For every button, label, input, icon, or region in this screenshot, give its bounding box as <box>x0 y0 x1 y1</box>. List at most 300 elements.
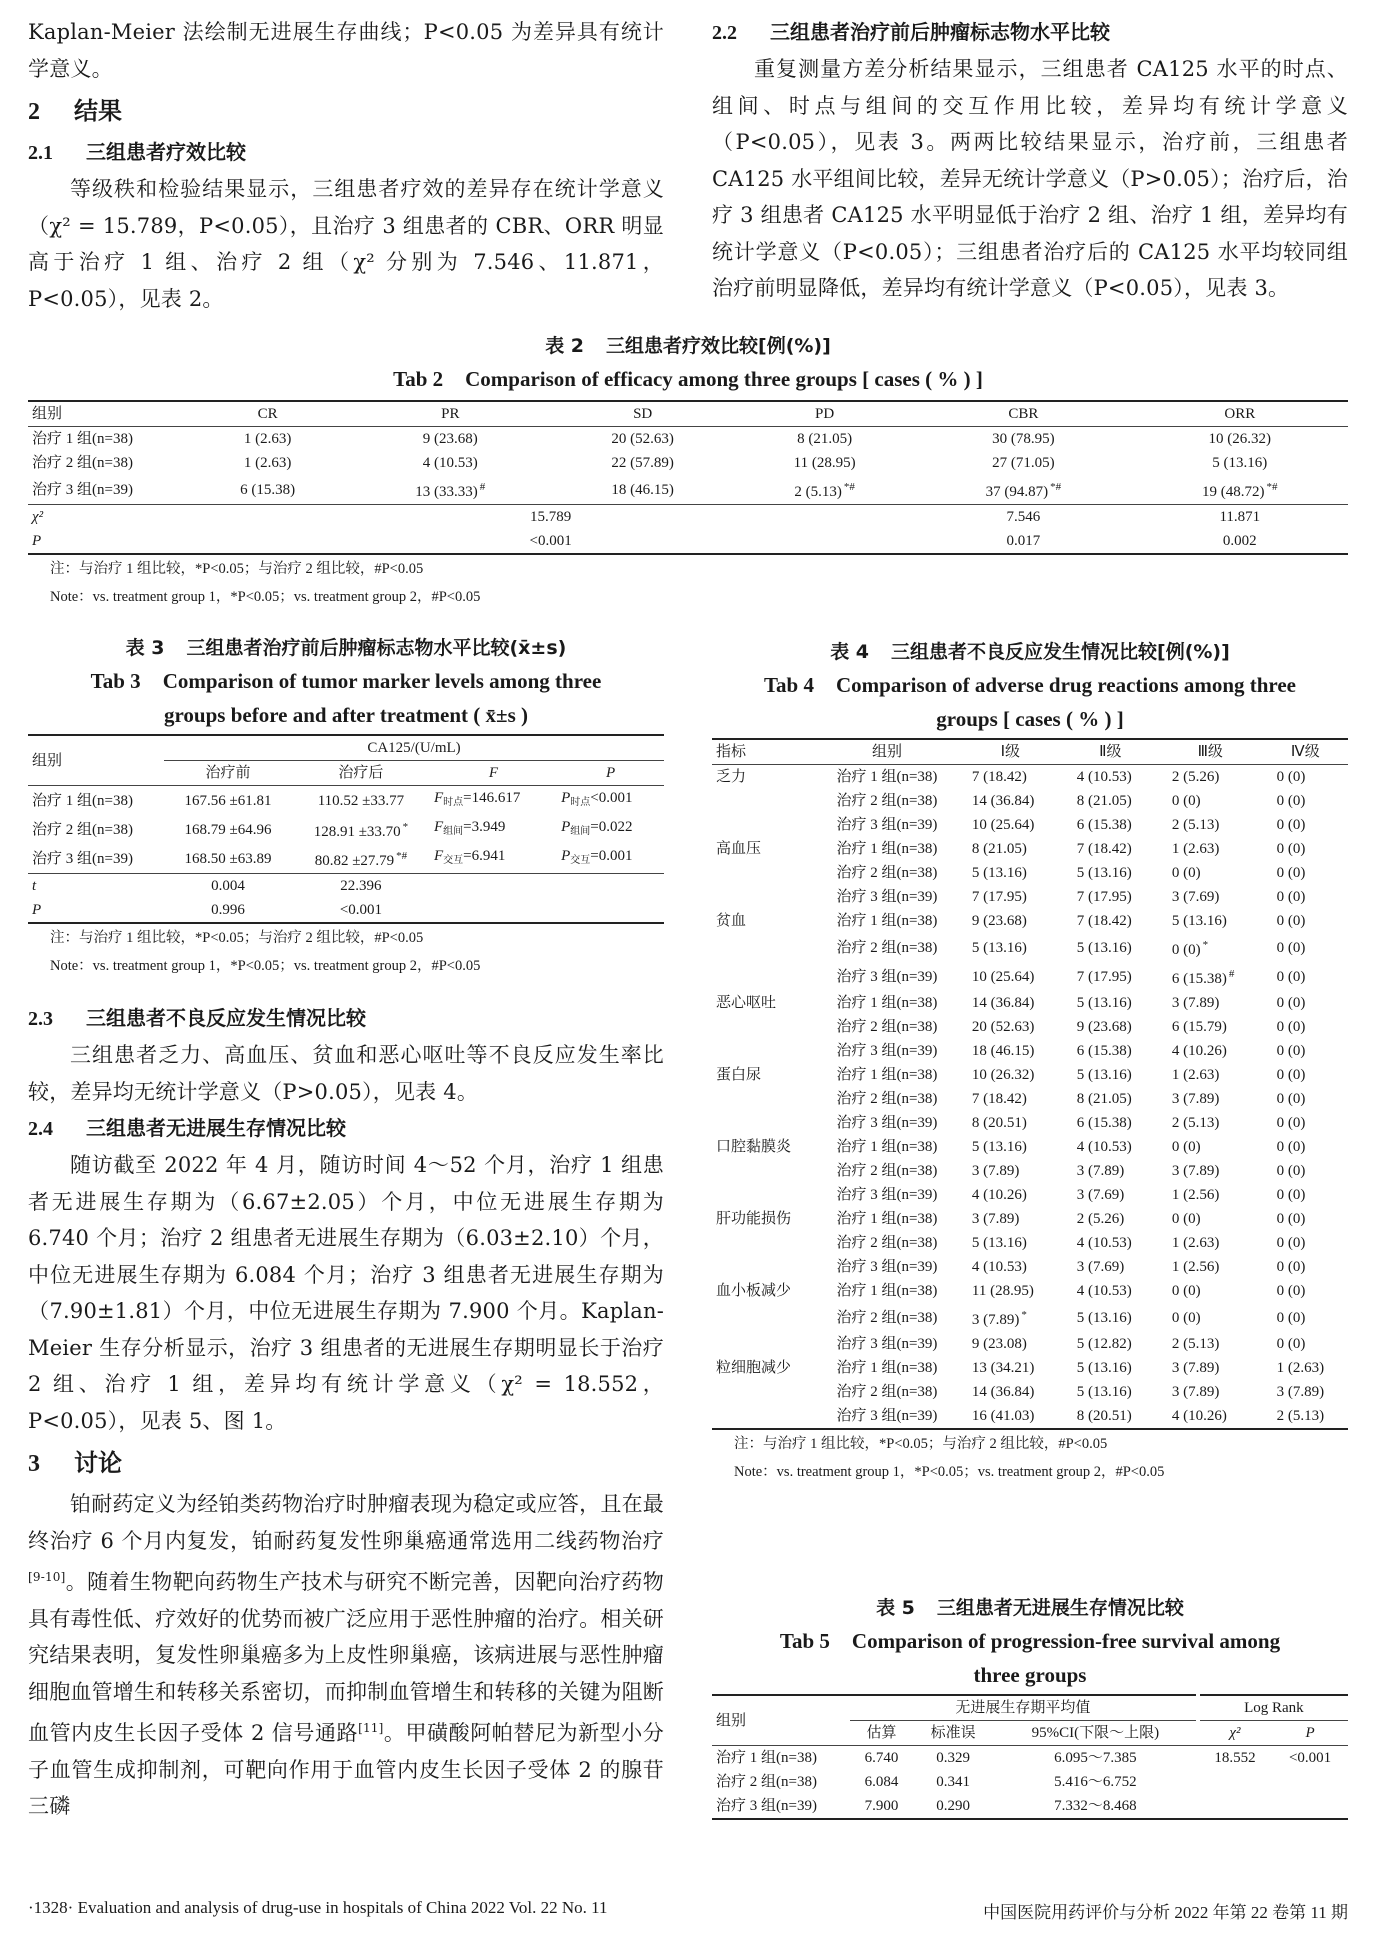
estimate-value: 6.740 <box>864 1750 899 1766</box>
stat-symbol: P <box>32 533 42 549</box>
cell-value: 3 (7.89) <box>1171 1384 1220 1400</box>
after-cell <box>292 844 430 874</box>
subsection-number: 2.3 <box>28 1008 53 1030</box>
cell-value: 0 (0) <box>1171 942 1201 958</box>
table-row <box>28 475 1348 505</box>
section-title: 讨论 <box>74 1449 122 1477</box>
table-cell <box>1132 427 1348 452</box>
stat-label <box>28 874 164 899</box>
citation-ref[interactable]: [9-10] <box>28 1570 66 1584</box>
table-cell <box>1158 789 1263 813</box>
cell-value: 0 (0) <box>1276 1091 1306 1107</box>
empty-cell <box>712 1087 816 1111</box>
cell-value: 1 (2.56) <box>1171 1187 1220 1203</box>
empty-cell <box>712 1015 816 1039</box>
col-header-chi <box>1198 1721 1272 1746</box>
table-cell <box>1263 962 1348 991</box>
cell-value: 0 (0) <box>1276 1259 1306 1275</box>
table-cell <box>958 1404 1063 1429</box>
indicator-label: 血小板减少 <box>716 1283 792 1299</box>
subsection-heading-2-4 <box>28 1110 664 1147</box>
estimate-value: 7.900 <box>850 1794 913 1819</box>
table-cell <box>1158 885 1263 909</box>
cell-value: 0 (0) <box>1276 1043 1306 1059</box>
indicator-label: 粒细胞减少 <box>716 1360 792 1376</box>
group-label: 治疗 3 组(n=39) <box>836 1259 938 1275</box>
col-header-group: 组别 <box>712 1695 850 1746</box>
table-cell <box>1263 933 1348 962</box>
cell-value: 4 (10.53) <box>1076 1139 1132 1155</box>
table-4-caption-en <box>712 668 1348 702</box>
col-header: Ⅳ级 <box>1263 739 1348 765</box>
p-value: =0.022 <box>590 819 633 835</box>
cell-value: 5 (13.16) <box>1076 1309 1132 1326</box>
table-cell <box>1263 1380 1348 1404</box>
table-cell <box>1158 1111 1263 1135</box>
table-row <box>712 885 1348 909</box>
p-subscript: 组间 <box>570 826 591 837</box>
cell-value: 1 (2.63) <box>1171 1235 1220 1251</box>
cell-value: 4 (10.26) <box>1171 1043 1227 1059</box>
table-row <box>712 1015 1348 1039</box>
group-label: 治疗 2 组(n=38) <box>836 939 938 956</box>
cell-value: 13 (33.33) <box>415 484 478 500</box>
cell-value: 0 (0) <box>1276 1115 1306 1131</box>
citation-ref[interactable]: [11] <box>358 1721 384 1735</box>
empty-cell <box>557 898 664 923</box>
table-4-caption-cn <box>712 636 1348 668</box>
cell-value: 10 (26.32) <box>1208 431 1272 447</box>
cell-value: 1 (2.56) <box>1171 1259 1220 1275</box>
cell-value: 14 (36.84) <box>971 793 1035 809</box>
table-cell <box>1063 813 1158 837</box>
table-cell <box>1063 962 1158 991</box>
col-header-p <box>557 761 664 786</box>
table-row <box>712 909 1348 933</box>
table-cell <box>1263 813 1348 837</box>
cell-value: 2 (5.13) <box>1171 1115 1220 1131</box>
significance-mark: # <box>479 481 486 493</box>
group-label: 治疗 3 组(n=39) <box>836 1115 938 1131</box>
table-cell <box>958 1231 1063 1255</box>
cell-value: 11 (28.95) <box>793 455 856 471</box>
f-symbol: F <box>433 819 444 835</box>
table-cell <box>958 1111 1063 1135</box>
table-cell <box>349 451 551 475</box>
cell-value: 10 (26.32) <box>971 1067 1035 1083</box>
cell-value: 6 (15.38) <box>1076 817 1132 833</box>
orr-stat: 11.871 <box>1132 505 1348 530</box>
cell-value: 0 (0) <box>1276 817 1306 833</box>
table-3-caption-en <box>28 664 664 698</box>
row-label: 治疗 3 组(n=39) <box>712 1794 850 1819</box>
table-cell <box>1158 933 1263 962</box>
table-row <box>28 786 664 816</box>
group-label: 治疗 2 组(n=38) <box>836 1384 938 1400</box>
cell-value: 0 (0) <box>1276 889 1306 905</box>
cell-value: 8 (21.05) <box>1076 1091 1132 1107</box>
cell-value: 5 (13.16) <box>971 939 1027 956</box>
stats-row <box>28 529 1348 554</box>
cell-value: 3 (7.69) <box>1076 1259 1125 1275</box>
table-cell <box>1063 789 1158 813</box>
section-number: 3 <box>28 1451 40 1477</box>
table-row <box>712 1356 1348 1380</box>
subsection-heading-2-3 <box>28 1000 664 1037</box>
table-number: 表 4 <box>830 641 870 663</box>
table-row <box>712 1279 1348 1303</box>
table-cell <box>1263 837 1348 861</box>
subsection-title: 三组患者治疗前后肿瘤标志物水平比较 <box>770 20 1110 44</box>
cell-value: 7 (17.95) <box>1076 968 1132 985</box>
cell-value: 22 (57.89) <box>611 455 674 471</box>
cell-value: 7 (17.95) <box>971 889 1027 905</box>
table-cell <box>1263 1303 1348 1332</box>
table-cell <box>186 475 349 505</box>
table-cell <box>958 789 1063 813</box>
p-subscript: 时点 <box>570 797 591 808</box>
cell-value: 0 (0) <box>1171 865 1201 881</box>
cell-value: 4 (10.26) <box>1171 1408 1227 1424</box>
table-2-note-cn: 注：与治疗 1 组比较，*P<0.05；与治疗 2 组比较，#P<0.05 <box>50 561 424 577</box>
group-label: 治疗 3 组(n=39) <box>836 1336 938 1352</box>
table-cell <box>1158 765 1263 790</box>
ci-value: 5.416～6.752 <box>1054 1774 1137 1790</box>
footer-journal-cn: 中国医院用药评价与分析 2022 年第 22 卷第 11 期 <box>983 1903 1348 1922</box>
table-cell <box>958 1255 1063 1279</box>
paragraph-2-2: 重复测量方差分析结果显示，三组患者 CA125 水平的时点、组间、时点与组间的交互作用比较，差异均有统计学意义（P<0.05），见表 3。两两比较结果显示，治疗前，三组患者 CA125 水平组间比较，差异无统计学意义（P>0.05）；治疗后，治疗 3 组患者 CA125 水平明显低于治疗 2 组、治疗 1 组，差异均有统计学意义（P<0.05）；三组患者治疗后的 CA125 水平均较同组治疗前明显降低，差异均有统计学意义（P<0.05），见表 3。 <box>712 57 1348 300</box>
table-cell <box>1263 1135 1348 1159</box>
p-symbol: P <box>561 819 571 835</box>
significance-mark: * <box>1021 1309 1027 1321</box>
table-title: 三组患者治疗前后肿瘤标志物水平比较(x̄±s) <box>186 637 567 659</box>
table-2-block <box>28 330 1348 611</box>
before-value: 168.79 ±64.96 <box>184 821 272 838</box>
table-cell <box>1158 1255 1263 1279</box>
cell-value: 14 (36.84) <box>971 1384 1035 1400</box>
cell-value: 18 (46.15) <box>971 1043 1035 1059</box>
cell-value: 11 (28.95) <box>971 1283 1034 1299</box>
before-value: 168.50 ±63.89 <box>164 844 292 874</box>
indicator-label: 口腔黏膜炎 <box>716 1139 792 1155</box>
cell-value: 1 (2.63) <box>1171 841 1220 857</box>
f-value: =3.949 <box>463 819 506 835</box>
cell-value: 0 (0) <box>1276 1187 1306 1203</box>
table-cell <box>1063 885 1158 909</box>
discussion-text: 。随着生物靶向药物生产技术与研究不断完善，因靶向治疗药物具有毒性低、疗效好的优势而被广泛应用于恶性肿瘤的治疗。相关研究结果表明，复发性卵巢癌多为上皮性卵巢癌，该病进展与恶性肿瘤细胞血管增生和转移关系密切，而抑制血管增生和转移的关键为阻断血管内皮生长因子受体 2 信号通路 <box>28 1570 664 1745</box>
table-2-caption-cn <box>28 330 1348 362</box>
before-stat: 0.004 <box>211 878 245 894</box>
col-header: CR <box>186 401 349 427</box>
row-label: 治疗 1 组(n=38) <box>716 1750 817 1766</box>
cell-value: 5 (13.16) <box>1076 1384 1132 1400</box>
cell-value: 5 (12.82) <box>1076 1336 1132 1352</box>
cell-value: 2 (5.13) <box>1171 1336 1220 1352</box>
table-row <box>712 1770 1348 1794</box>
table-5 <box>712 1694 1348 1820</box>
col-header-p <box>1272 1721 1348 1746</box>
cell-value: 5 (13.16) <box>1212 455 1268 471</box>
cell-value: 5 (13.16) <box>971 865 1027 881</box>
paragraph-2-4: 随访截至 2022 年 4 月，随访时间 4～52 个月，治疗 1 组患者无进展生存期为（6.67±2.05）个月，中位无进展生存期为 6.740 个月；治疗 2 组患者无进展生存期为（6.03±2.10）个月，中位无进展生存期为 6.084 个月；治疗 3 组患者无进展生存期为（7.90±1.81）个月，中位无进展生存期为 7.900 个月。Kaplan-Meier 生存分析显示，治疗 3 组患者的无进展生存期明显长于治疗 2 组、治疗 1 组，差异均有统计学意义（χ² = 18.552，P<0.05），见表 5、图 1。 <box>28 1153 664 1433</box>
table-cell <box>958 962 1063 991</box>
f-value: =146.617 <box>463 790 521 806</box>
table-cell <box>958 1015 1063 1039</box>
table-3-caption-cn <box>28 632 664 664</box>
cell-value: 2 (5.13) <box>1171 817 1220 833</box>
cell-value: 0 (0) <box>1276 793 1306 809</box>
f-value: =6.941 <box>463 848 506 864</box>
table-cell <box>1132 451 1348 475</box>
table-cell <box>1063 1087 1158 1111</box>
after-stat: <0.001 <box>292 898 430 923</box>
cell-value: 6 (15.38) <box>1076 1115 1132 1131</box>
se-value: 0.329 <box>936 1750 970 1766</box>
group-label: 治疗 3 组(n=39) <box>836 889 938 905</box>
table-cell <box>1063 1015 1158 1039</box>
col-header-log-rank: Log Rank <box>1198 1695 1348 1721</box>
table-cell <box>1158 1015 1263 1039</box>
subsection-number: 2.1 <box>28 142 53 164</box>
discussion-text: 铂耐药定义为经铂类药物治疗时肿瘤表现为稳定或应答，且在最终治疗 6 个月内复发，铂耐药复发性卵巢癌通常选用二线药物治疗 <box>28 1492 664 1553</box>
table-cell <box>958 765 1063 790</box>
cell-value: 8 (21.05) <box>1076 793 1132 809</box>
row-label: 治疗 3 组(n=39) <box>32 481 133 498</box>
significance-mark: * <box>1202 939 1209 951</box>
table-cell <box>1063 861 1158 885</box>
cell-value: 1 (2.63) <box>243 431 292 447</box>
se-value: 0.341 <box>936 1774 970 1790</box>
ci-value: 6.095～7.385 <box>1054 1750 1137 1766</box>
before-value: 167.56 ±61.81 <box>184 792 272 809</box>
orr-stat: 0.002 <box>1132 529 1348 554</box>
cell-value: 0 (0) <box>1276 939 1306 956</box>
cell-value: 5 (13.16) <box>971 1139 1027 1155</box>
table-cell <box>958 837 1063 861</box>
cell-value: 4 (10.53) <box>1076 769 1132 785</box>
group-label: 治疗 2 组(n=38) <box>836 1309 938 1326</box>
table-cell <box>1158 1207 1263 1231</box>
table-3-block <box>28 632 664 980</box>
section-heading-discussion <box>28 1443 664 1484</box>
table-cell <box>958 1380 1063 1404</box>
table-title: Comparison of progression-free survival among <box>851 1629 1281 1653</box>
col-header-after: 治疗后 <box>292 761 430 786</box>
table-row <box>712 933 1348 962</box>
table-row <box>712 991 1348 1015</box>
table-cell <box>1263 1183 1348 1207</box>
cell-value: 9 (23.08) <box>971 1336 1027 1352</box>
estimate-value: 6.084 <box>864 1774 899 1790</box>
empty-cell <box>712 962 816 991</box>
table-cell <box>1263 1159 1348 1183</box>
group-label: 治疗 3 组(n=39) <box>836 968 938 985</box>
subsection-title: 三组患者无进展生存情况比较 <box>86 1116 346 1140</box>
table-cell <box>1132 475 1348 505</box>
subsection-heading-2-2 <box>712 14 1348 51</box>
col-header: PD <box>734 401 915 427</box>
table-row <box>712 1255 1348 1279</box>
p-value: <0.001 <box>590 790 633 806</box>
empty-cell <box>712 1303 816 1332</box>
table-2-note-en: Note：vs. treatment group 1，*P<0.05；vs. treatment group 2，#P<0.05 <box>50 589 481 605</box>
table-cell <box>1158 861 1263 885</box>
stat-label <box>28 505 186 530</box>
table-cell <box>915 475 1131 505</box>
table-cell <box>1158 991 1263 1015</box>
empty-cell <box>712 1404 816 1429</box>
f-stat-cell <box>430 815 557 844</box>
empty-cell <box>712 861 816 885</box>
cell-value: 4 (10.53) <box>1076 1235 1132 1251</box>
cell-value: 7 (18.42) <box>1076 913 1132 929</box>
cell-value: 37 (94.87) <box>985 484 1049 500</box>
section-number: 2 <box>28 99 40 125</box>
col-header-se: 标准误 <box>913 1721 993 1746</box>
col-header-ci: 95%CI(下限～上限) <box>993 1721 1198 1746</box>
cell-value: 6 (15.38) <box>1076 1043 1132 1059</box>
table-cell <box>1063 1279 1158 1303</box>
table-row <box>712 1380 1348 1404</box>
cell-value: 30 (78.95) <box>992 431 1055 447</box>
col-header: Ⅱ级 <box>1063 739 1158 765</box>
cell-value: 3 (7.89) <box>971 1211 1020 1227</box>
after-cell <box>292 786 430 816</box>
cell-value: 6 (15.38) <box>1171 971 1227 987</box>
table-cell <box>1158 1279 1263 1303</box>
cell-value: 3 (7.89) <box>1276 1384 1325 1400</box>
cell-value: 4 (10.53) <box>971 1259 1027 1275</box>
cell-value: 19 (48.72) <box>1202 484 1265 500</box>
table-cell <box>1158 1303 1263 1332</box>
stat-symbol: t <box>32 878 37 894</box>
group-label: 治疗 2 组(n=38) <box>836 793 938 809</box>
table-cell <box>1158 1183 1263 1207</box>
indicator-label: 肝功能损伤 <box>716 1211 792 1227</box>
table-row <box>712 1159 1348 1183</box>
cell-value: 8 (21.05) <box>971 841 1027 857</box>
col-header: 组别 <box>28 401 186 427</box>
table-cell <box>1158 837 1263 861</box>
table-cell <box>349 475 551 505</box>
table-5-block <box>712 1592 1348 1820</box>
cbr-stat: 0.017 <box>915 529 1131 554</box>
empty-cell <box>430 898 557 923</box>
cell-value: 5 (13.16) <box>1076 1067 1132 1083</box>
row-label: 治疗 2 组(n=38) <box>716 1774 817 1790</box>
cell-value: 0 (0) <box>1276 1235 1306 1251</box>
empty-cell <box>712 1111 816 1135</box>
cell-value: 3 (7.89) <box>1171 1091 1220 1107</box>
table-cell <box>958 1039 1063 1063</box>
group-label: 治疗 3 组(n=39) <box>836 1043 938 1059</box>
table-row <box>712 1135 1348 1159</box>
empty-cell <box>430 874 557 899</box>
empty-cell <box>712 813 816 837</box>
col-header: PR <box>349 401 551 427</box>
table-cell <box>1063 1135 1158 1159</box>
cell-value: 0 (0) <box>1276 1163 1306 1179</box>
col-header: Ⅰ级 <box>958 739 1063 765</box>
cell-value: 18 (46.15) <box>611 481 674 498</box>
table-cell <box>1263 1207 1348 1231</box>
empty-cell <box>712 1183 816 1207</box>
cell-value: 20 (52.63) <box>611 431 674 447</box>
cell-value: 3 (7.89) <box>1171 995 1220 1011</box>
table-cell <box>1063 765 1158 790</box>
table-cell <box>1158 1380 1263 1404</box>
cell-value: 1 (2.63) <box>1171 1067 1220 1083</box>
group-label: 治疗 1 组(n=38) <box>836 1211 938 1227</box>
table-5-caption-cn <box>712 1592 1348 1624</box>
se-value: 0.290 <box>913 1794 993 1819</box>
cell-value: 0 (0) <box>1276 1336 1306 1352</box>
significance-mark: * <box>402 821 409 833</box>
table-row <box>712 1183 1348 1207</box>
table-cell <box>1263 991 1348 1015</box>
cell-value: 5 (13.16) <box>1076 939 1132 956</box>
table-cell <box>551 475 734 505</box>
table-cell <box>958 1332 1063 1356</box>
chi-value <box>1198 1794 1272 1819</box>
table-cell <box>1158 813 1263 837</box>
p-symbol: P <box>561 790 571 806</box>
table-2-caption-en <box>28 362 1348 396</box>
cell-value: 6 (15.79) <box>1171 1019 1227 1035</box>
table-cell <box>551 427 734 452</box>
left-column-top <box>28 14 664 317</box>
table-cell <box>958 1183 1063 1207</box>
col-header: ORR <box>1132 401 1348 427</box>
rank-test-value: 15.789 <box>186 505 915 530</box>
cell-value: 0 (0) <box>1276 769 1306 785</box>
f-symbol: F <box>433 790 444 806</box>
significance-mark: *# <box>1050 481 1062 493</box>
table-4-note-cn: 注：与治疗 1 组比较，*P<0.05；与治疗 2 组比较，#P<0.05 <box>734 1436 1108 1452</box>
cell-value: 0 (0) <box>1276 1283 1306 1299</box>
table-cell <box>958 1303 1063 1332</box>
col-header-before: 治疗前 <box>164 761 292 786</box>
group-label: 治疗 1 组(n=38) <box>836 1139 938 1155</box>
group-label: 治疗 1 组(n=38) <box>836 913 938 929</box>
rank-test-value: <0.001 <box>186 529 915 554</box>
table-row <box>712 789 1348 813</box>
stats-row <box>28 898 664 923</box>
cell-value: 0 (0) <box>1276 841 1306 857</box>
cell-value: 0 (0) <box>1276 1019 1306 1035</box>
group-label: 治疗 2 组(n=38) <box>836 1235 938 1251</box>
table-number: Tab 5 <box>779 1629 830 1653</box>
cell-value: 2 (5.13) <box>794 484 842 500</box>
cell-value: 4 (10.53) <box>1076 1283 1132 1299</box>
table-cell <box>1063 1380 1158 1404</box>
table-cell <box>1063 837 1158 861</box>
p-stat-cell <box>557 786 664 816</box>
table-cell <box>1263 1332 1348 1356</box>
significance-mark: # <box>1228 968 1235 980</box>
cell-value: 0 (0) <box>1171 1139 1201 1155</box>
subsection-heading-2-1 <box>28 134 664 171</box>
table-cell <box>1063 1207 1158 1231</box>
table-number: Tab 4 <box>763 673 814 697</box>
p-subscript: 交互 <box>570 855 591 866</box>
chi-label: χ² <box>1229 1725 1241 1741</box>
empty-cell <box>712 1332 816 1356</box>
empty-cell <box>712 1255 816 1279</box>
table-cell <box>1063 933 1158 962</box>
p-symbol: P <box>561 848 571 864</box>
group-label: 治疗 1 组(n=38) <box>836 769 938 785</box>
